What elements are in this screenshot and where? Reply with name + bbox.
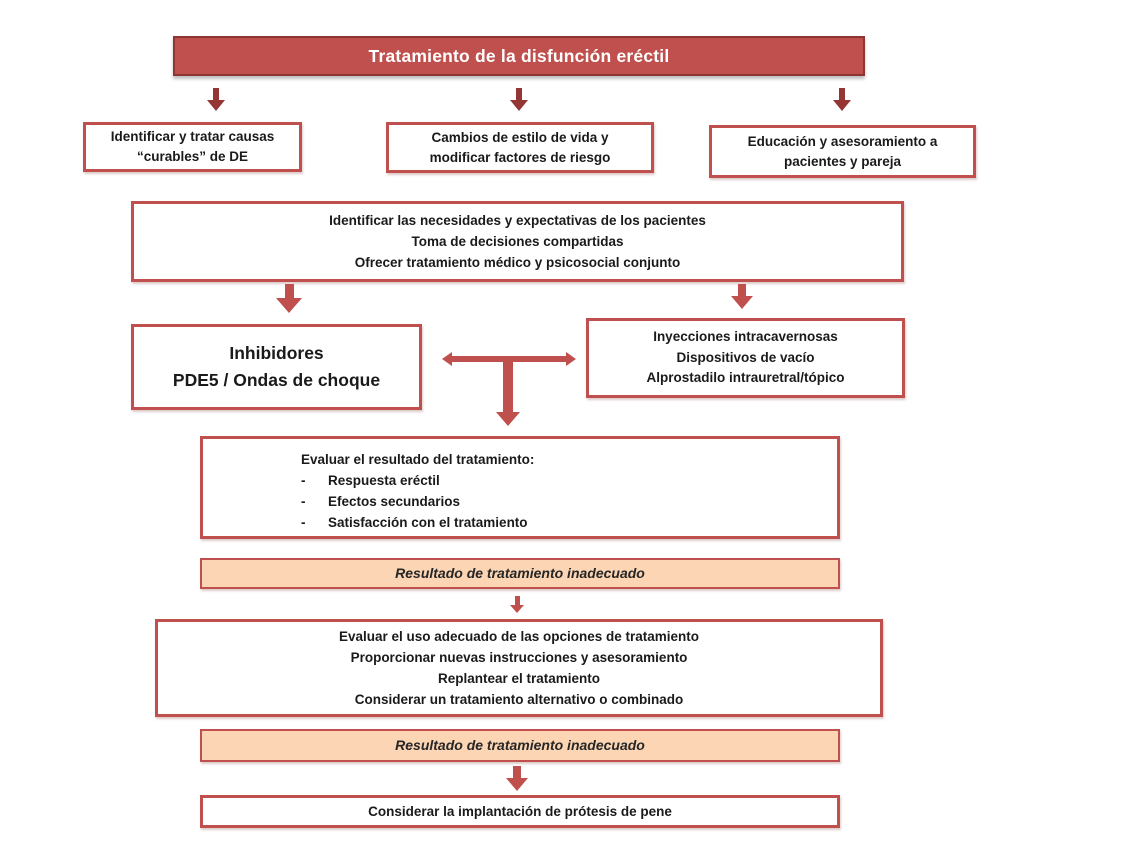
arrow-left-icon (442, 352, 452, 366)
box-text-line: Identificar las necesidades y expectativas de los pacientes (329, 213, 706, 228)
box-text-line: Proporcionar nuevas instrucciones y asesoramiento (350, 650, 688, 665)
connector-vertical-stem (503, 356, 513, 412)
bullet-dash: - (301, 515, 306, 530)
bullet-dash: - (301, 473, 306, 488)
box-text-line: Inhibidores (229, 343, 324, 363)
box-text-line: Cambios de estilo de vida y (431, 129, 609, 145)
page-title: Tratamiento de la disfunción eréctil (368, 45, 670, 66)
box-text-line: PDE5 / Ondas de choque (172, 370, 381, 390)
box-text-line: Toma de decisiones compartidas (411, 234, 624, 249)
box-evaluate-treatment-result (200, 436, 840, 539)
box-text-line: Identificar y tratar causas (110, 129, 275, 144)
banner-text: Resultado de tratamiento inadecuado (395, 565, 645, 581)
banner-inadequate-result-2 (200, 729, 840, 762)
box-reassess-treatment (155, 619, 883, 717)
banner-inadequate-result-1 (200, 558, 840, 589)
box-intracavernous-injections (586, 318, 905, 398)
box-text-line: Considerar la implantación de prótesis de pene (368, 804, 672, 819)
box-identify-needs-expectations (131, 201, 904, 282)
box-text-line: Dispositivos de vacío (676, 349, 815, 365)
box-text-line: Replantear el tratamiento (437, 671, 601, 686)
arrow-down-icon (510, 596, 524, 613)
box-text-line: modificar factores de riesgo (429, 149, 611, 165)
arrow-down-icon (510, 88, 528, 111)
box-text-line: pacientes y pareja (783, 153, 902, 169)
arrow-down-icon (496, 412, 520, 426)
box-pde5-inhibitors (131, 324, 422, 410)
box-lifestyle-changes (386, 122, 654, 173)
arrow-down-icon (506, 766, 528, 791)
bullet-dash: - (301, 494, 306, 509)
bullet-text: Respuesta eréctil (328, 473, 440, 488)
box-text-line: Educación y asesoramiento a (747, 133, 938, 149)
box-text-line: Inyecciones intracavernosas (653, 329, 838, 345)
box-text-line: Alprostadilo intrauretral/tópico (646, 370, 845, 386)
arrow-down-icon (276, 284, 302, 313)
box-penile-prosthesis (200, 795, 840, 828)
bullet-item (301, 491, 460, 512)
bullet-text: Efectos secundarios (328, 494, 461, 509)
box-text-line: Ofrecer tratamiento médico y psicosocial conjunto (354, 255, 681, 270)
bullet-item (301, 512, 528, 533)
box-text-line: Evaluar el uso adecuado de las opciones de tratamiento (338, 629, 700, 644)
box-text-line: “curables” de DE (136, 149, 249, 164)
arrow-down-icon (833, 88, 851, 111)
bullet-item (301, 470, 440, 491)
box-text-line: Considerar un tratamiento alternativo o combinado (354, 692, 684, 707)
box-identify-curable-causes (83, 122, 302, 172)
arrow-down-icon (207, 88, 225, 111)
box-heading: Evaluar el resultado del tratamiento: (301, 452, 535, 467)
box-education-counseling (709, 125, 976, 178)
banner-text: Resultado de tratamiento inadecuado (395, 737, 645, 753)
bullet-text: Satisfacción con el tratamiento (328, 515, 528, 530)
arrow-right-icon (566, 352, 576, 366)
title-box (173, 36, 865, 76)
arrow-down-icon (731, 284, 753, 309)
